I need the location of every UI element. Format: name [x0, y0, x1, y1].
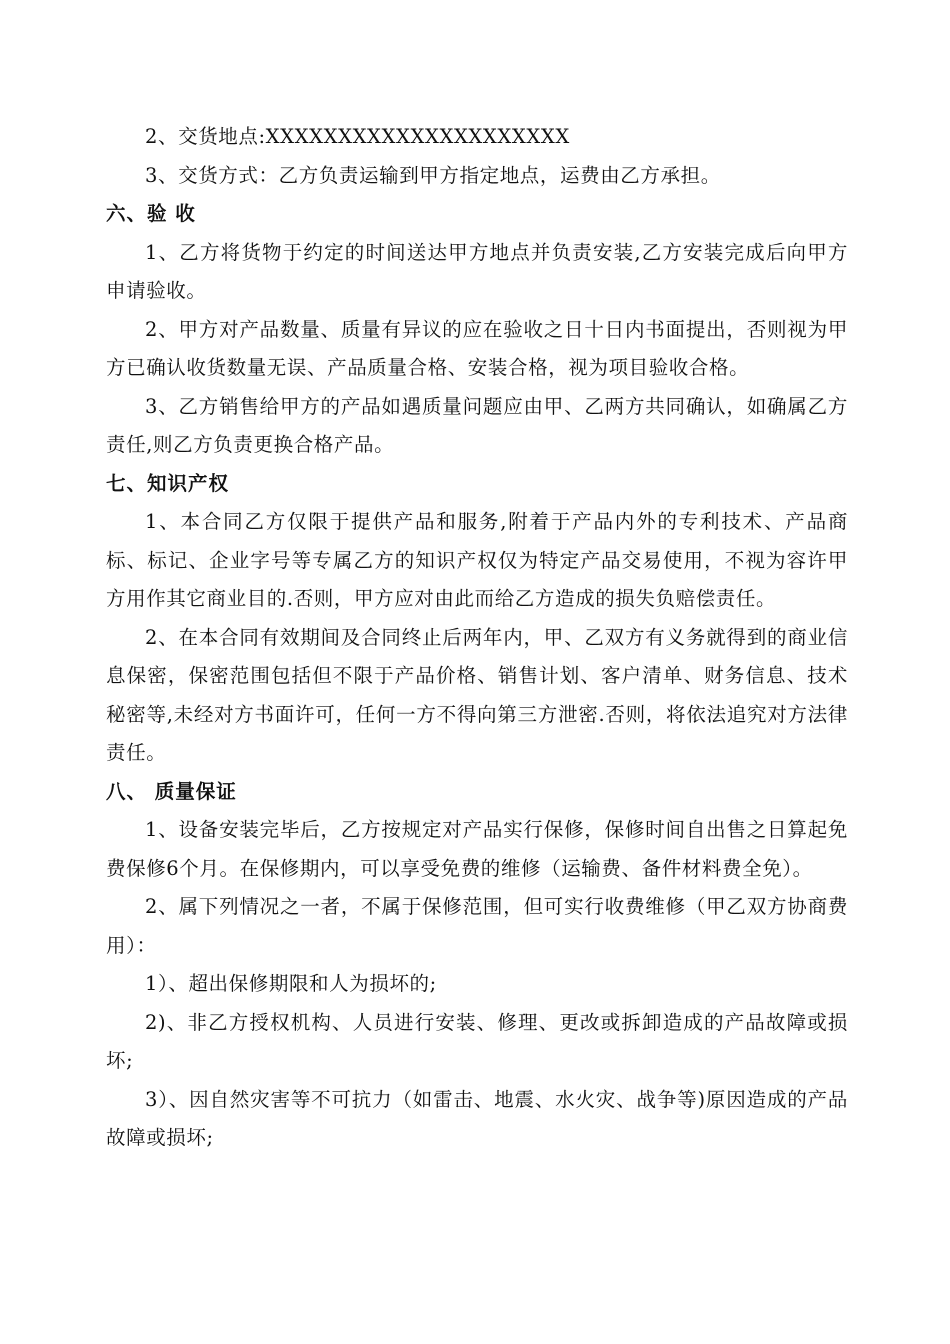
section-heading-acceptance: 六、验 收	[106, 202, 196, 225]
clause-acceptance-1: 1、乙方将货物于约定的时间送达甲方地点并负责安装,乙方安装完成后向甲方申请验收。	[106, 240, 848, 302]
warranty-exclusion-3: 3）、因自然灾害等不可抗力（如雷击、地震、水火灾、战争等)原因造成的产品故障或损坏;	[106, 1087, 848, 1149]
section-heading-ip: 七、知识产权	[106, 471, 230, 495]
clause-warranty-2: 2、属下列情况之一者，不属于保修范围，但可实行收费维修（甲乙双方协商费用）：	[106, 895, 848, 957]
clause-ip-2: 2、在本合同有效期间及合同终止后两年内，甲、乙双方有义务就得到的商业信息保密，保密范围包括但不限于产品价格、销售计划、客户清单、财务信息、技术秘密等,未经对方书面许可，任何一方不得向第三方泄密.否则，将依法追究对方法律责任。	[106, 625, 848, 764]
warranty-exclusion-2: 2)、非乙方授权机构、人员进行安装、修理、更改或拆卸造成的产品故障或损坏;	[106, 1010, 848, 1072]
warranty-exclusion-1: 1）、超出保修期限和人为损坏的;	[145, 972, 437, 995]
clause-acceptance-3: 3、乙方销售给甲方的产品如遇质量问题应由甲、乙两方共同确认，如确属乙方责任,则乙方负责更换合格产品。	[106, 394, 848, 456]
clause-delivery-method: 3、交货方式：乙方负责运输到甲方指定地点，运费由乙方承担。	[145, 163, 721, 187]
clause-ip-1: 1、本合同乙方仅限于提供产品和服务,附着于产品内外的专利技术、产品商标、标记、企业字号等专属乙方的知识产权仅为特定产品交易使用，不视为容许甲方用作其它商业目的.否则，甲方应对由此而给乙方造成的损失负赔偿责任。	[106, 510, 848, 610]
section-heading-warranty: 八、 质量保证	[106, 779, 237, 803]
clause-delivery-location: 2、交货地点:XXXXXXXXXXXXXXXXXXXXX	[145, 125, 570, 148]
contract-body	[106, 118, 848, 1158]
clause-warranty-1: 1、设备安装完毕后，乙方按规定对产品实行保修，保修时间自出售之日算起免费保修6个月。在保修期内，可以享受免费的维修（运输费、备件材料费全免）。	[106, 818, 848, 880]
clause-acceptance-2: 2、甲方对产品数量、质量有异议的应在验收之日十日内书面提出，否则视为甲方已确认收货数量无误、产品质量合格、安装合格，视为项目验收合格。	[106, 317, 848, 379]
